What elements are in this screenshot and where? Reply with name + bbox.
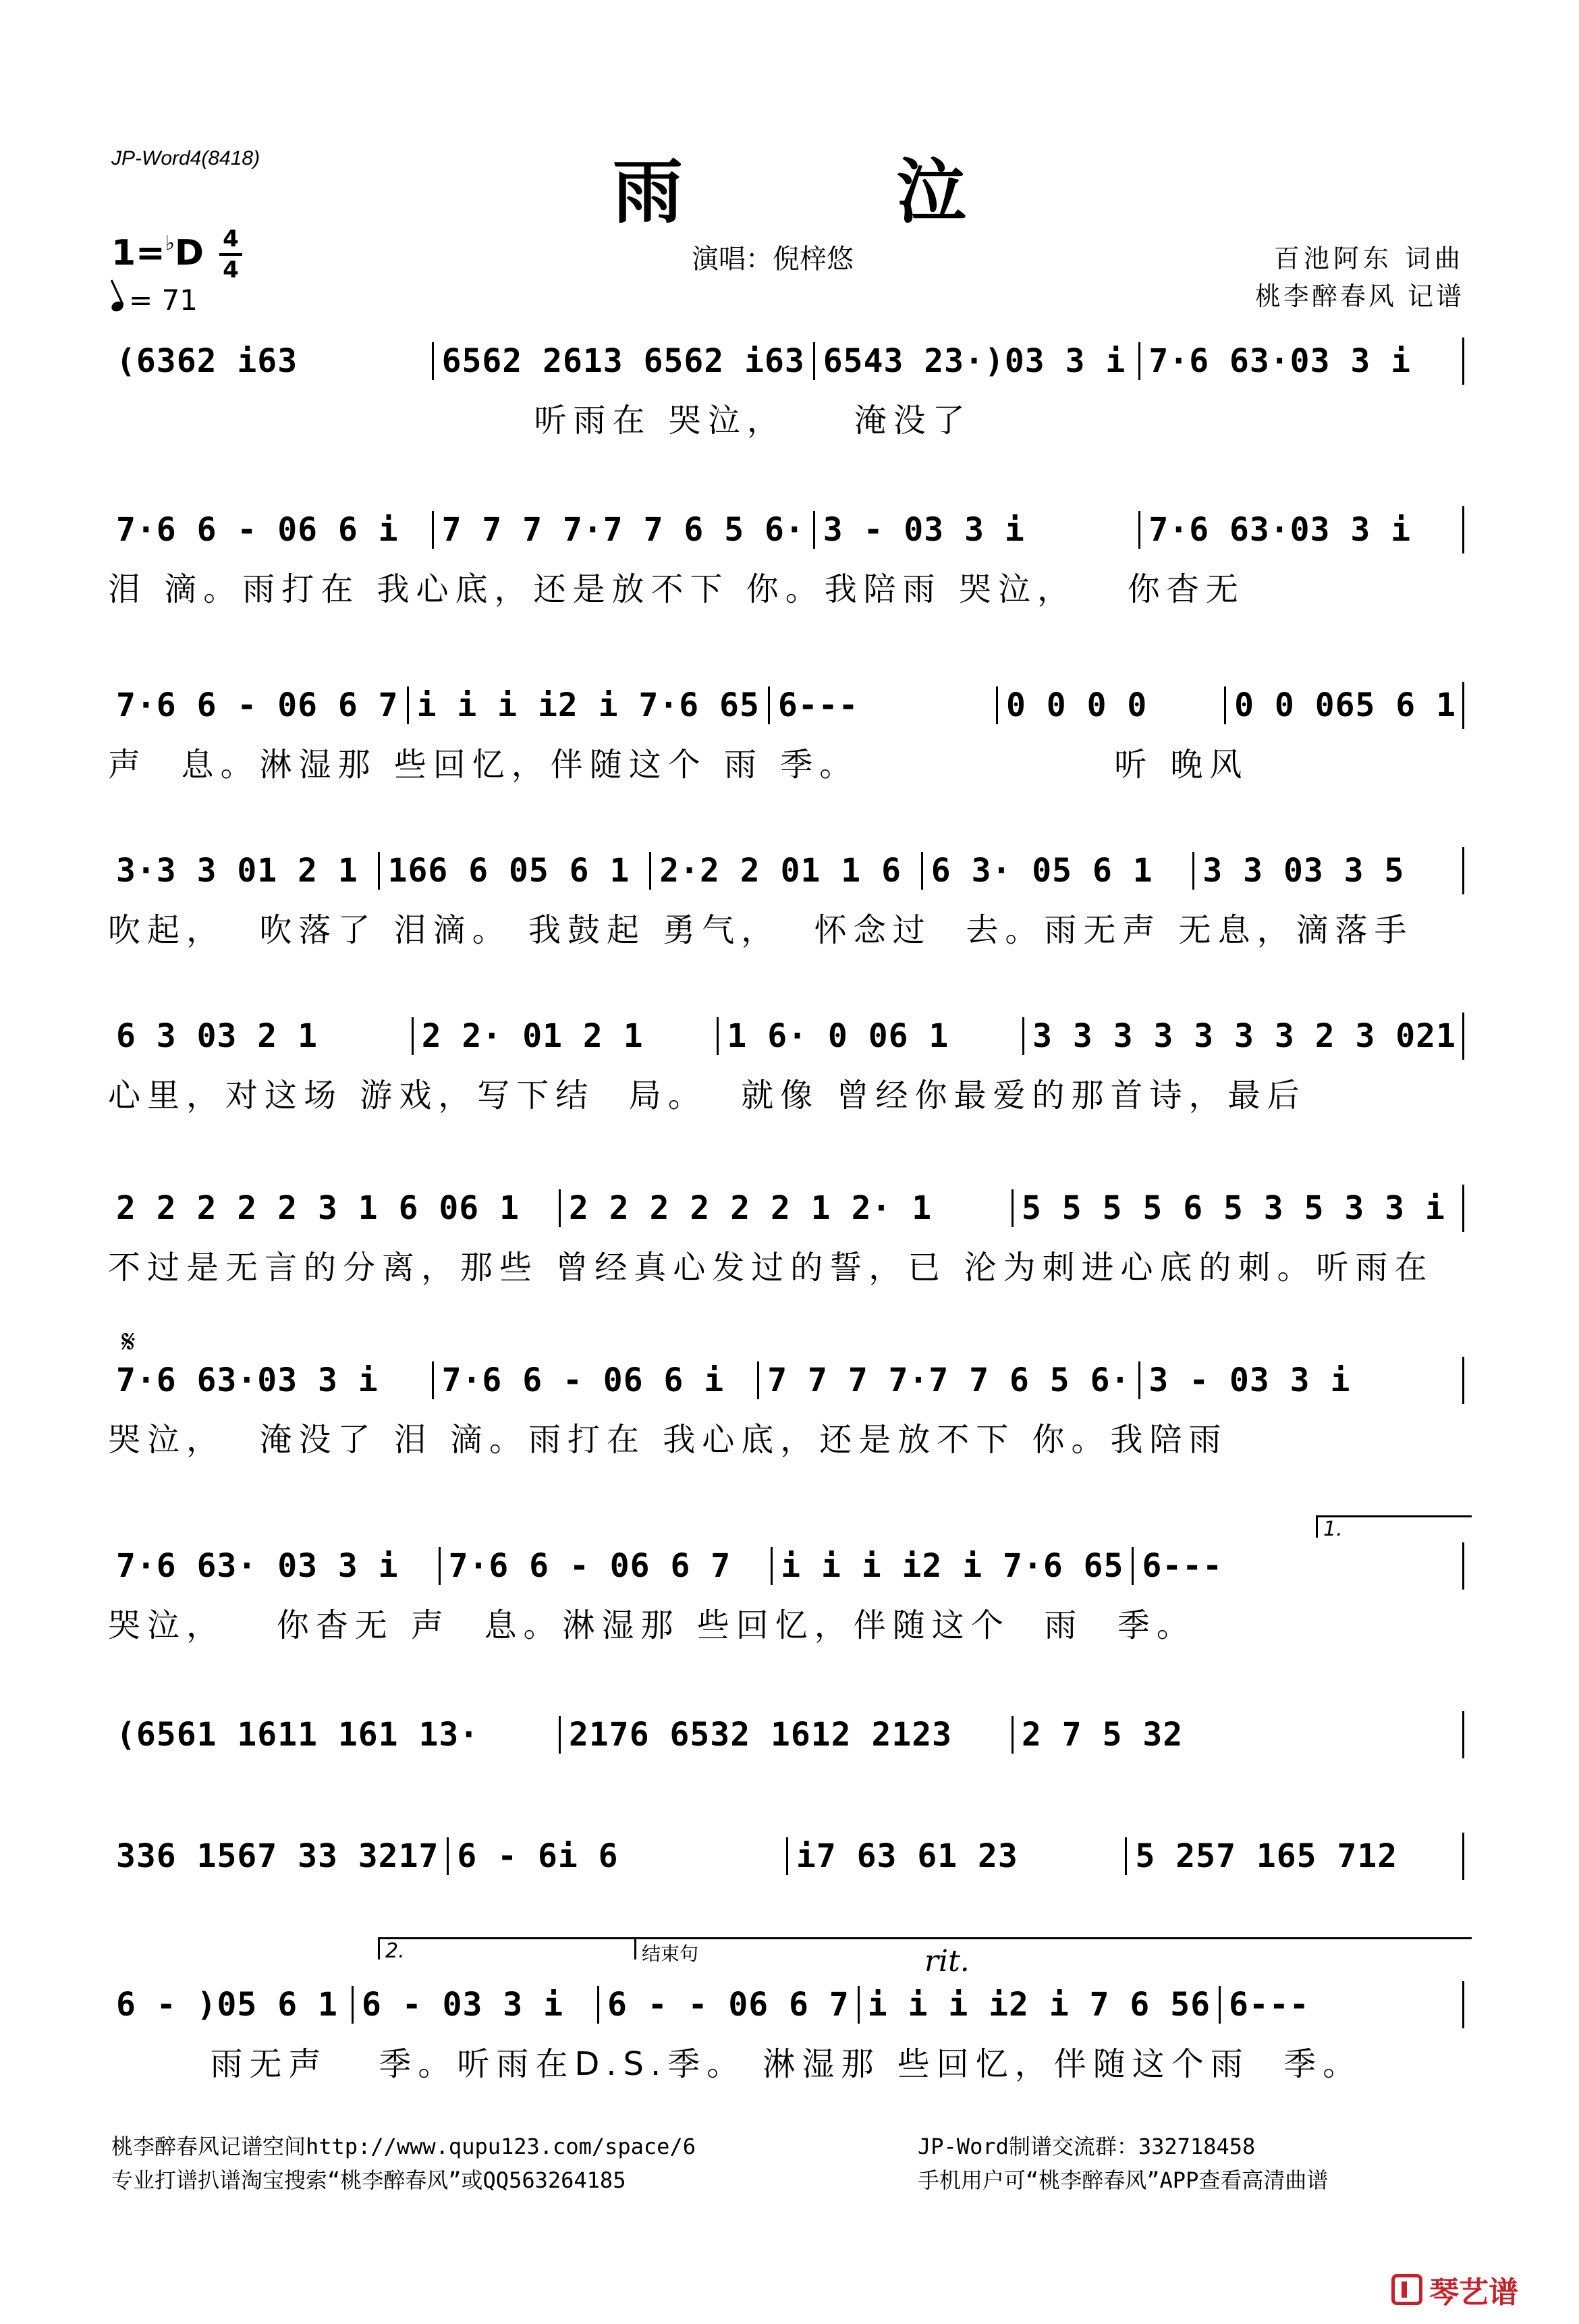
measure-notes: 2·2 2 01 1 6 [659,852,902,890]
measure [352,1986,597,2024]
measure [1219,1986,1464,2024]
barline [1462,682,1464,729]
notation-line [108,682,1464,729]
measure [412,1017,717,1055]
measure-notes: i7 63 61 23 [796,1837,1018,1875]
measure [108,1189,559,1227]
measure-notes: 2 2· 01 2 1 [421,1017,644,1055]
measure-notes: i i i i2 i 7·6 65 [781,1547,1124,1585]
measure-notes: 6--- [1229,1986,1310,2024]
tempo-value: = 71 [129,283,198,317]
measure-notes: 7·6 63·03 3 i [1148,342,1412,380]
score-row [108,1185,1464,1295]
measure [1224,686,1464,724]
measure-notes: 7·6 6 - 06 6 i [116,511,399,549]
measure [432,1361,758,1399]
measure [1022,1017,1464,1055]
measure-notes: 7 7 7 7·7 7 6 5 6· [767,1361,1131,1399]
measure-notes: 7·6 63· 03 3 i [116,1547,399,1585]
singer-credit: 演唱：倪梓悠 [692,244,854,275]
time-sig-line [219,253,242,256]
notation-line [108,1981,1464,2028]
score-row [108,1542,1464,1653]
segno-sign: 𝄋 [121,1323,136,1361]
measure [108,1986,352,2024]
key-note: D [174,233,204,273]
measure-notes: 2 2 2 2 2 2 1 2· 1 [569,1189,933,1227]
measure [108,342,432,380]
score-row [108,506,1464,617]
notation-line [108,1542,1464,1590]
barline [1462,506,1464,553]
measure [407,686,768,724]
notation-line [108,337,1464,385]
score-row [108,682,1464,792]
measure [1138,342,1464,380]
measure-notes: 6 - )05 6 1 [116,1986,338,2024]
measure [813,342,1139,380]
barline [1462,1185,1464,1232]
measure-notes: 6 - 03 3 i [361,1986,563,2024]
measure [996,686,1224,724]
score-row [108,1711,1464,1822]
measure [921,852,1193,890]
measure-notes: 6 3 03 2 1 [116,1017,318,1055]
notation-line [108,1012,1464,1060]
measure [786,1837,1126,1875]
volta-2-label: 2. [385,1939,405,1963]
measure-notes: 6--- [1142,1547,1223,1585]
measure-notes: 7·6 6 - 06 6 i [441,1361,725,1399]
measure-notes: 7·6 63·03 3 i [116,1361,379,1399]
notation-line [108,1833,1464,1880]
measure [378,852,650,890]
measure-notes: (6362 i63 [116,342,298,380]
measure [717,1017,1022,1055]
lyrics-line [108,1758,1464,1822]
measure [432,342,813,380]
notation-line [108,847,1464,894]
notation-line [108,1357,1464,1404]
measure-notes: 6 - 6i 6 [457,1837,619,1875]
barline [1462,1981,1464,2028]
measure-notes: 3·3 3 01 2 1 [116,852,358,890]
measure-notes: 7·6 63·03 3 i [1148,511,1412,549]
measure-notes: 2176 6532 1612 2123 [569,1716,953,1754]
lyrics-line: 听雨在 哭泣， 淹没了 [108,402,972,439]
volta-1-label: 1. [1323,1517,1343,1541]
measure [108,1547,439,1585]
footer-space-link: 桃李醉春风记谱空间http://www.qupu123.com/space/6 [111,2134,696,2159]
key-signature [111,233,204,273]
key-accidental: ♭ [165,231,175,255]
measure-notes: 7·6 6 - 06 6 7 [448,1547,731,1585]
barline [1462,1711,1464,1758]
score-row [108,1357,1464,1467]
measure-notes: 6562 2613 6562 i63 [441,342,805,380]
footer-group-info: JP-Word制谱交流群：332718458 [918,2134,1256,2159]
measure [813,511,1139,549]
score-row [108,337,1464,448]
software-label: JP-Word4(8418) [111,147,260,169]
barline [1462,1357,1464,1404]
barline [1462,1012,1464,1060]
notation-line [108,1711,1464,1758]
measure [108,686,407,724]
measure-notes: 6--- [777,686,859,724]
measure-notes: 7 7 7 7·7 7 6 5 6· [441,511,805,549]
logo-icon [1391,2274,1422,2305]
measure-notes: 6 - - 06 6 7 [607,1986,850,2024]
measure-notes: 2 2 2 2 2 3 1 6 06 1 [116,1189,520,1227]
measure [757,1361,1138,1399]
measure [1138,511,1464,549]
measure [108,511,432,549]
time-sig-top: 4 [223,225,239,252]
score-row [108,1833,1464,1943]
footer-shop-info: 专业打谱扒谱淘宝搜索“桃李醉春风”或QQ563264185 [111,2167,626,2193]
measure [108,852,378,890]
barline [1462,1833,1464,1880]
measure-notes: 3 3 3 3 3 3 3 2 3 021 [1032,1017,1456,1055]
measure [858,1986,1219,2024]
lyrics-music-credit: 百池阿东 词曲 [1273,244,1464,273]
measure [108,1361,432,1399]
measure [108,1716,559,1754]
measure-notes: 3 - 03 3 i [1148,1361,1351,1399]
measure-notes: 6 3· 05 6 1 [931,852,1153,890]
lyrics-line: 雨无声 季。听雨在D.S.季。 淋湿那 些回忆，伴随这个雨 季。 [108,2045,1362,2083]
measure [559,1716,1012,1754]
barline [1462,337,1464,385]
lyrics-line: 哭泣， 淹没了 泪 滴。雨打在 我心底，还是放不下 你。我陪雨 [108,1421,1228,1459]
time-sig-bottom: 4 [223,256,239,283]
lyrics-line: 泪 滴。雨打在 我心底，还是放不下 你。我陪雨 哭泣， 你杳无 [108,570,1245,608]
site-logo [1391,2268,1518,2311]
measure-notes: (6561 1611 161 13· [116,1716,480,1754]
measure-notes: 0 0 065 6 1 [1234,686,1456,724]
measure [108,1837,447,1875]
measure [649,852,921,890]
quarter-note-icon [110,300,125,313]
transcriber-credit: 桃李醉春风 记谱 [1254,281,1464,311]
key-prefix: 1= [111,233,165,273]
barline [1462,1542,1464,1590]
score-row [108,847,1464,958]
measure [559,1189,1012,1227]
measure [1192,852,1464,890]
measure [771,1547,1132,1585]
lyrics-line: 吹起， 吹落了 泪滴。 我鼓起 勇气， 怀念过 去。雨无声 无息，滴落手 [108,911,1414,949]
notation-line [108,506,1464,553]
measure-notes: 5 5 5 5 6 5 3 5 3 3 i [1022,1189,1445,1227]
measure [1132,1547,1464,1585]
lyrics-line: 哭泣， 你杳无 声 息。淋湿那 些回忆，伴随这个 雨 季。 [108,1606,1196,1644]
song-title: 雨 泣 [612,151,1061,233]
rit-marking: rit. [924,1944,970,1978]
lyrics-line [108,1880,1464,1943]
measure [447,1837,786,1875]
measure-notes: 7·6 6 - 06 6 7 [116,686,399,724]
measure-notes: 1 6· 0 06 1 [727,1017,949,1055]
measure-notes: i i i i2 i 7·6 65 [416,686,760,724]
ending-label: 结束句 [642,1943,699,1965]
measure-notes: 166 6 05 6 1 [387,852,630,890]
measure [1138,1361,1464,1399]
measure-notes: 3 3 03 3 5 [1202,852,1405,890]
footer-app-info: 手机用户可“桃李醉春风”APP查看高清曲谱 [918,2167,1329,2193]
measure [1012,1716,1464,1754]
measure [768,686,996,724]
score-row [108,1012,1464,1123]
lyrics-line: 心里，对这场 游戏，写下结 局。 就像 曾经你最爱的那首诗，最后 [108,1077,1306,1114]
volta-2-bracket [378,1937,635,1963]
volta-1-bracket [1316,1515,1472,1541]
time-signature [219,226,242,283]
measure-notes: 2 7 5 32 [1022,1716,1184,1754]
logo-text: 琴艺谱 [1429,2275,1518,2310]
measure-notes: 6543 23·)03 3 i [823,342,1126,380]
barline [1462,847,1464,894]
measure [108,1017,412,1055]
lyrics-line: 不过是无言的分离，那些 曾经真心发过的誓，已 沦为刺进心底的刺。听雨在 [108,1249,1434,1287]
measure-notes: 336 1567 33 3217 [116,1837,439,1875]
measure [1125,1837,1464,1875]
measure-notes: 3 - 03 3 i [823,511,1025,549]
measure [1012,1189,1464,1227]
measure-notes: 0 0 0 0 [1005,686,1148,724]
measure [439,1547,771,1585]
lyrics-line: 声 息。淋湿那 些回忆，伴随这个 雨 季。 听 晚风 [108,746,1249,784]
score-row [108,1981,1464,2092]
measure-notes: 5 257 165 712 [1135,1837,1398,1875]
measure [597,1986,858,2024]
measure-notes: i i i i2 i 7 6 56 [867,1986,1211,2024]
tempo-marking [111,283,198,317]
notation-line [108,1185,1464,1232]
measure [432,511,813,549]
